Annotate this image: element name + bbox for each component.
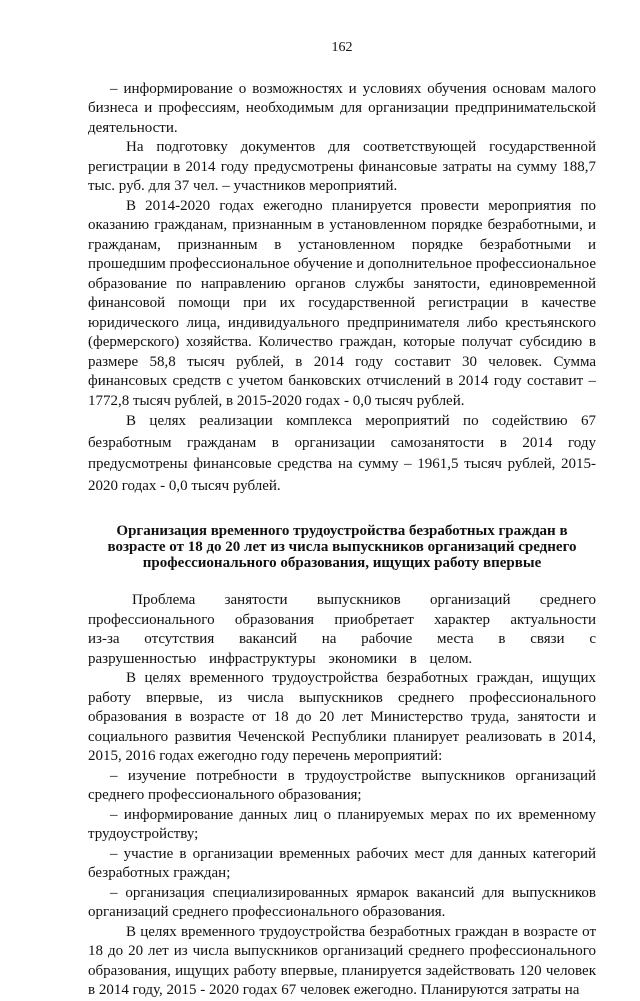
paragraph-graduate-employment-problem: Проблема занятости выпускников организаций среднего профессионального образования приобретает характер актуальности из-за отсутствия вакансий на рабочие места в связи с разрушенностью инфраструктуры экономики в целом. — [88, 592, 596, 667]
list-item-temporary-jobs: – участие в организации временных рабочих мест для данных категорий безработных граждан; — [88, 845, 596, 881]
list-item-informing: – информирование данных лиц о планируемых мерах по их временному трудоустройству; — [88, 806, 596, 842]
document-page — [88, 38, 596, 1001]
paragraph-ministry-plan: В целях временного трудоустройства безработных граждан, ищущих работу впервые, из числа выпускников среднего профессионального образования в возрасте от 18 до 20 лет Министерство труда, занятости и социального развития Чеченской Республики планирует реализовать в 2014, 2015, 2016 годах ежегодно году перечень мероприятий: — [88, 670, 596, 764]
section-heading: Организация временного трудоустройства безработных граждан в возрасте от 18 до 20 лет из числа выпускников организаций среднего профессионального образования, ищущих работу впервые — [107, 523, 577, 571]
page-number: 162 — [331, 40, 353, 55]
list-item-job-fairs: – организация специализированных ярмарок вакансий для выпускников организаций среднего профессионального образования. — [88, 884, 596, 920]
paragraph-registration-costs: На подготовку документов для соответствующей государственной регистрации в 2014 году предусмотрены финансовые затраты на сумму 188,7 тыс. руб. для 37 чел. – участников мероприятий. — [88, 139, 596, 194]
paragraph-participants-planned: В целях временного трудоустройства безработных граждан в возрасте от 18 до 20 лет из числа выпускников организаций среднего профессионального образования, ищущих работу впервые, планируется задействовать 120 человек в 2014 году, 2015 - 2020 годах 67 человек ежегодно. Планируются затраты на — [88, 923, 596, 998]
paragraph-self-employment-funding: В целях реализации комплекса мероприятий по содействию 67 безработным гражданам в организации самозанятости в 2014 году предусмотрены финансовые средства на сумму – 1961,5 тысяч рублей, 2015-2020 годах - 0,0 тысяч рублей. — [88, 413, 596, 494]
paragraph-entrepreneurship-training: – информирование о возможностях и условиях обучения основам малого бизнеса и профессиям, необходимым для организации предпринимательской деятельности. — [88, 80, 596, 136]
list-item-needs-study: – изучение потребности в трудоустройстве выпускников организаций среднего профессионального образования; — [88, 767, 596, 803]
paragraph-financial-assistance: В 2014-2020 годах ежегодно планируется провести мероприятия по оказанию гражданам, признанным в установленном порядке безработными, и гражданам, признанным в установленном порядке безработными и прошедшим профессиональное обучение и дополнительное профессиональное образование по направлению органов службы занятости, единовременной финансовой помощи при их государственной регистрации в качестве юридического лица, индивидуального предпринимателя либо крестьянского (фермерского) хозяйства. Количество граждан, которые получат субсидию в размере 58,8 тысяч рублей, в 2014 году составит 30 человек. Сумма финансовых средств с учетом банковских отчислений в 2014 году составит – 1772,8 тысяч рублей, в 2015-2020 годах - 0,0 тысяч рублей. — [88, 197, 596, 409]
